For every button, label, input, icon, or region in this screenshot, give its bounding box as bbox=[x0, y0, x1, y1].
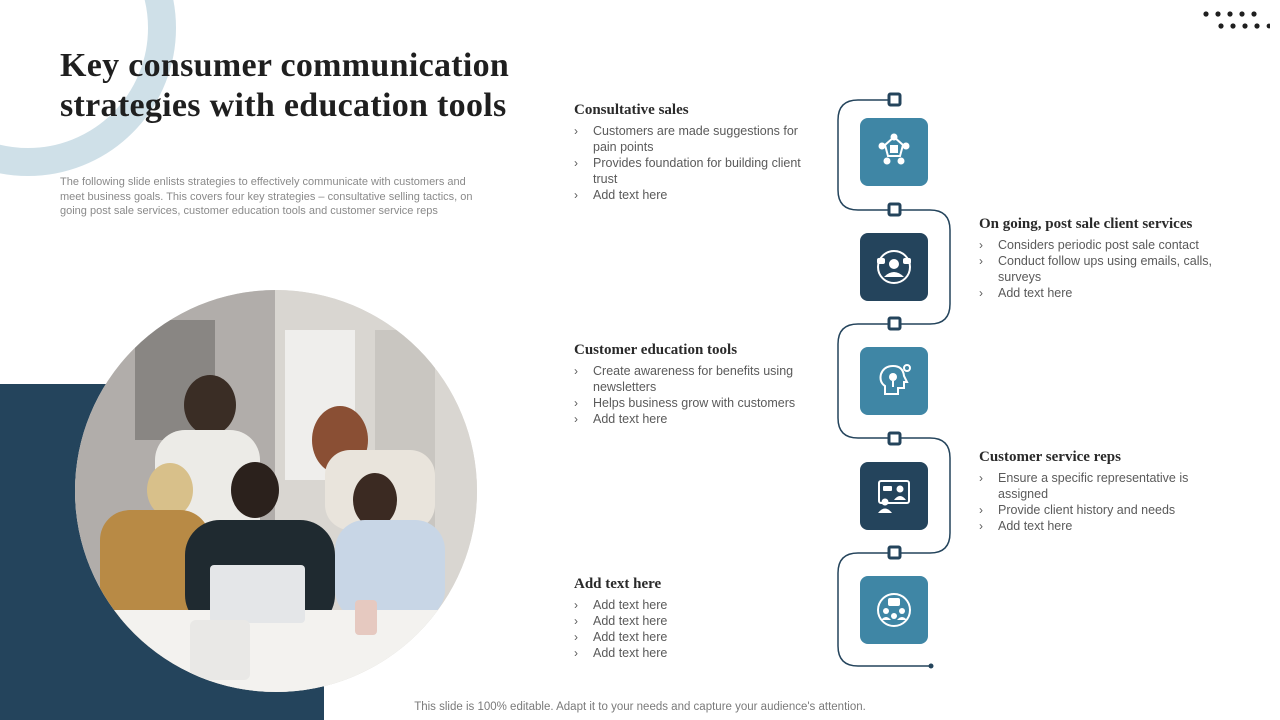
slide-footer-note: This slide is 100% editable. Adapt it to your needs and capture your audience's attention. bbox=[414, 701, 866, 713]
strategy-point: › Create awareness for benefits using newsletters bbox=[574, 364, 794, 394]
tile-customer-service-reps bbox=[860, 462, 928, 530]
bullet-chevron-icon: › bbox=[574, 630, 578, 644]
strategy-heading: Consultative sales bbox=[574, 102, 689, 118]
strategy-heading: Customer education tools bbox=[574, 342, 738, 358]
strategy-post-sale-services bbox=[979, 215, 1219, 301]
team-meeting-illustration bbox=[75, 290, 477, 692]
strategy-point: › Provides foundation for building client trust bbox=[574, 156, 801, 186]
head-idea-gear-icon bbox=[873, 360, 915, 402]
strategy-point: › Add text here bbox=[979, 519, 1073, 533]
bullet-chevron-icon: › bbox=[574, 614, 578, 628]
strategy-points bbox=[574, 123, 814, 203]
slide-subtitle: The following slide enlists strategies to effectively communicate with customers and meet business goals. This covers four key strategies – consultative selling tactics, on going post sale services, customer education tools and customer service reps bbox=[60, 176, 473, 217]
strategy-points bbox=[979, 470, 1199, 534]
strategy-heading: Customer service reps bbox=[979, 449, 1121, 465]
strategy-point: › Add text here bbox=[574, 614, 668, 628]
bullet-chevron-icon: › bbox=[979, 503, 983, 517]
team-meeting-photo bbox=[75, 290, 477, 692]
strategy-point: › Conduct follow ups using emails, calls, surveys bbox=[979, 254, 1212, 284]
video-consultation-icon bbox=[873, 475, 915, 517]
strategy-point: › Add text here bbox=[574, 188, 668, 202]
strategy-point: › Helps business grow with customers bbox=[574, 396, 796, 410]
tile-post-sale-services bbox=[860, 233, 928, 301]
strategy-point: › Add text here bbox=[574, 598, 668, 612]
strategy-point: › Add text here bbox=[574, 646, 668, 660]
slide-title: Key consumer communication strategies with education tools bbox=[60, 47, 510, 124]
group-discussion-icon bbox=[873, 589, 915, 631]
bullet-chevron-icon: › bbox=[979, 471, 983, 485]
bullet-chevron-icon: › bbox=[979, 519, 983, 533]
tile-customer-education bbox=[860, 347, 928, 415]
bullet-chevron-icon: › bbox=[574, 598, 578, 612]
tile-add-text bbox=[860, 576, 928, 644]
bullet-chevron-icon: › bbox=[574, 646, 578, 660]
strategy-point: › Ensure a specific representative is assigned bbox=[979, 471, 1189, 501]
strategy-point: › Provide client history and needs bbox=[979, 503, 1176, 517]
bullet-chevron-icon: › bbox=[574, 124, 578, 138]
strategy-points bbox=[979, 237, 1219, 301]
strategy-add-text bbox=[574, 575, 814, 661]
strategy-point: › Add text here bbox=[574, 412, 668, 426]
strategy-consultative-sales bbox=[574, 101, 814, 203]
strategy-point: › Add text here bbox=[979, 286, 1073, 300]
strategy-customer-service-reps bbox=[979, 448, 1199, 534]
network-people-icon bbox=[873, 131, 915, 173]
bullet-chevron-icon: › bbox=[574, 396, 578, 410]
strategy-point: › Add text here bbox=[574, 630, 668, 644]
bullet-chevron-icon: › bbox=[574, 412, 578, 426]
strategy-points bbox=[574, 363, 814, 427]
strategy-heading: Add text here bbox=[574, 576, 662, 592]
tile-consultative-sales bbox=[860, 118, 928, 186]
decorative-dots-icon bbox=[1200, 10, 1270, 34]
bullet-chevron-icon: › bbox=[979, 238, 983, 252]
strategy-point: › Considers periodic post sale contact bbox=[979, 238, 1199, 252]
strategy-point: › Customers are made suggestions for pain points bbox=[574, 124, 798, 154]
bullet-chevron-icon: › bbox=[979, 254, 983, 268]
bullet-chevron-icon: › bbox=[574, 188, 578, 202]
bullet-chevron-icon: › bbox=[574, 156, 578, 170]
customer-support-chat-icon bbox=[873, 246, 915, 288]
strategy-points bbox=[574, 597, 814, 661]
bullet-chevron-icon: › bbox=[979, 286, 983, 300]
strategy-customer-education bbox=[574, 341, 814, 427]
bullet-chevron-icon: › bbox=[574, 364, 578, 378]
strategy-heading: On going, post sale client services bbox=[979, 216, 1193, 232]
